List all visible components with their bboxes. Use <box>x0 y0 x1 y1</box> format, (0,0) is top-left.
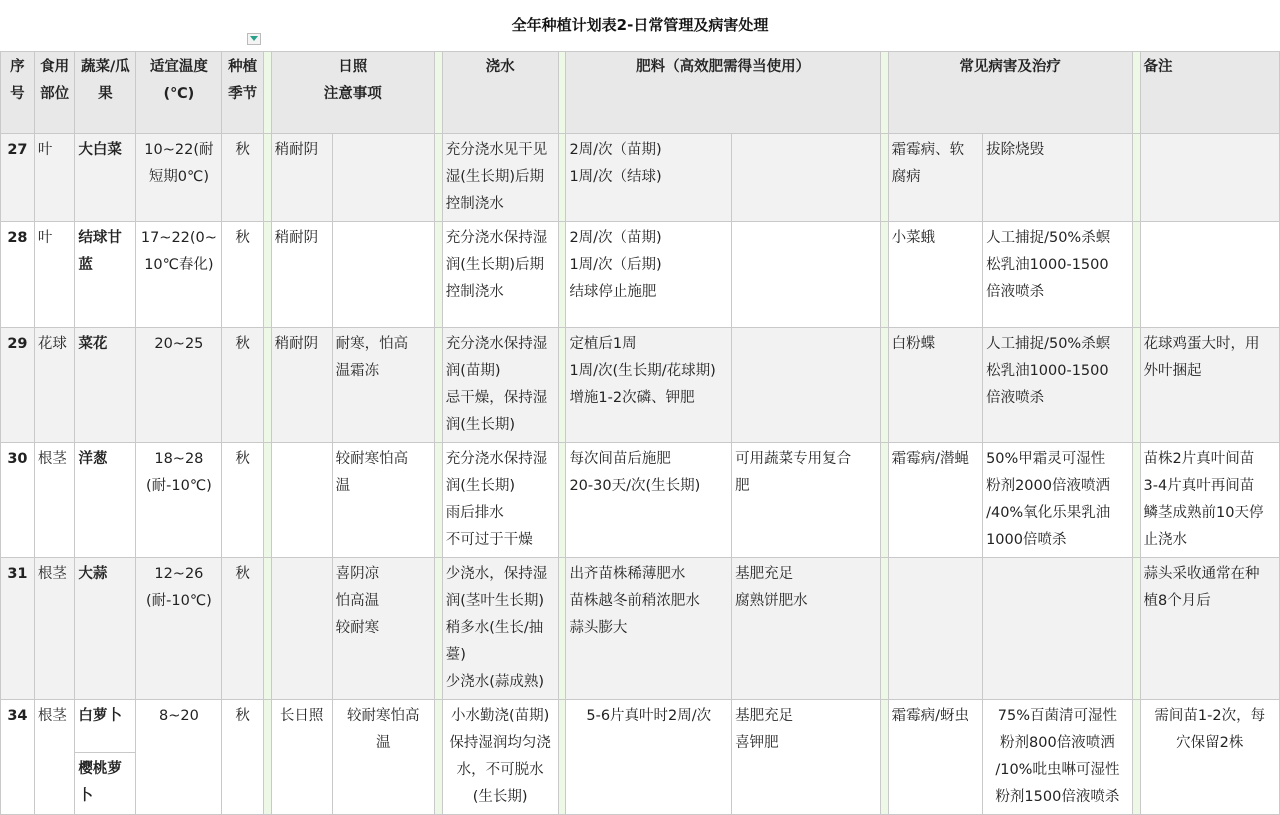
row-water: 少浇水，保持湿 润(茎叶生长期) 稍多水(生长/抽 薹) 少浇水(蒜成熟) <box>442 558 558 700</box>
row-temp: 17~22(0~ 10℃春化) <box>136 222 222 328</box>
row-no: 29 <box>1 328 35 443</box>
row-fertilizer: 定植后1周 1周/次(生长期/花球期) 增施1-2次磷、钾肥 <box>566 328 732 443</box>
row-disease: 小菜蛾 <box>888 222 982 328</box>
row-sun: 稍耐阴 <box>271 222 332 328</box>
row-note: 蒜头采收通常在种 植8个月后 <box>1140 558 1279 700</box>
header-water: 浇水 <box>442 52 558 134</box>
header-note: 备注 <box>1140 52 1279 134</box>
row-fertilizer-extra <box>732 328 881 443</box>
row-no: 31 <box>1 558 35 700</box>
row-name: 大蒜 <box>75 558 136 700</box>
row-note <box>1140 222 1279 328</box>
dropdown-arrow-icon <box>250 36 258 42</box>
row-treatment: 人工捕捉/50%杀螟 松乳油1000-1500 倍液喷杀 <box>983 328 1133 443</box>
row-fertilizer-extra <box>732 134 881 222</box>
row-part: 叶 <box>34 134 75 222</box>
row-sun-note: 较耐寒怕高 温 <box>332 700 434 815</box>
row-no: 34 <box>1 700 35 815</box>
row-no: 30 <box>1 443 35 558</box>
row-temp: 20~25 <box>136 328 222 443</box>
sheet-title: 全年种植计划表2-日常管理及病害处理 <box>511 16 769 34</box>
row-note: 需间苗1-2次，每 穴保留2株 <box>1140 700 1279 815</box>
row-treatment: 75%百菌清可湿性 粉剂800倍液喷洒 /10%吡虫啉可湿性 粉剂1500倍液喷杀 <box>983 700 1133 815</box>
row-sun-note: 喜阴凉 怕高温 较耐寒 <box>332 558 434 700</box>
table-row <box>1 700 1280 753</box>
row-disease: 霜霉病/潜蝇 <box>888 443 982 558</box>
row-fertilizer-extra <box>732 222 881 328</box>
row-part: 叶 <box>34 222 75 328</box>
table-row <box>1 558 1280 700</box>
row-fertilizer-extra: 基肥充足 腐熟饼肥水 <box>732 558 881 700</box>
header-name: 蔬菜/瓜 果 <box>75 52 136 134</box>
header-part: 食用 部位 <box>34 52 75 134</box>
row-sun-note <box>332 222 434 328</box>
row-treatment: 人工捕捉/50%杀螟 松乳油1000-1500 倍液喷杀 <box>983 222 1133 328</box>
header-disease: 常见病害及治疗 <box>888 52 1132 134</box>
row-water: 充分浇水保持湿 润(苗期) 忌干燥，保持湿 润(生长期) <box>442 328 558 443</box>
table-row <box>1 222 1280 328</box>
row-sun <box>271 443 332 558</box>
row-season: 秋 <box>222 134 263 222</box>
row-disease: 霜霉病/蚜虫 <box>888 700 982 815</box>
row-name-variant: 樱桃萝 卜 <box>75 752 136 814</box>
row-name: 菜花 <box>75 328 136 443</box>
row-fertilizer-extra: 可用蔬菜专用复合 肥 <box>732 443 881 558</box>
row-no: 28 <box>1 222 35 328</box>
row-sun-note <box>332 134 434 222</box>
row-treatment <box>983 558 1133 700</box>
row-part: 根茎 <box>34 443 75 558</box>
plan-table <box>0 51 1280 815</box>
row-season: 秋 <box>222 328 263 443</box>
table-row <box>1 443 1280 558</box>
row-note: 花球鸡蛋大时，用 外叶捆起 <box>1140 328 1279 443</box>
row-fertilizer: 每次间苗后施肥 20-30天/次(生长期) <box>566 443 732 558</box>
table-row <box>1 328 1280 443</box>
row-season: 秋 <box>222 443 263 558</box>
row-sun-note: 较耐寒怕高 温 <box>332 443 434 558</box>
header-fertilizer: 肥料（高效肥需得当使用） <box>566 52 880 134</box>
row-name: 洋葱 <box>75 443 136 558</box>
row-water: 充分浇水保持湿 润(生长期) 雨后排水 不可过于干燥 <box>442 443 558 558</box>
header-sun: 日照 注意事项 <box>271 52 434 134</box>
row-sun: 稍耐阴 <box>271 328 332 443</box>
row-name: 大白菜 <box>75 134 136 222</box>
row-water: 充分浇水见干见 湿(生长期)后期 控制浇水 <box>442 134 558 222</box>
row-sun-note: 耐寒，怕高 温霜冻 <box>332 328 434 443</box>
filter-dropdown-button[interactable] <box>247 33 261 45</box>
row-temp: 8~20 <box>136 700 222 815</box>
row-part: 根茎 <box>34 558 75 700</box>
row-sun <box>271 558 332 700</box>
row-treatment: 50%甲霜灵可湿性 粉剂2000倍液喷洒 /40%氧化乐果乳油 1000倍喷杀 <box>983 443 1133 558</box>
row-fertilizer: 2周/次（苗期) 1周/次（结球) <box>566 134 732 222</box>
row-no: 27 <box>1 134 35 222</box>
row-fertilizer: 5-6片真叶时2周/次 <box>566 700 732 815</box>
row-water: 小水勤浇(苗期) 保持湿润均匀浇 水，不可脱水 (生长期) <box>442 700 558 815</box>
row-note: 苗株2片真叶间苗 3-4片真叶再间苗 鳞茎成熟前10天停 止浇水 <box>1140 443 1279 558</box>
row-temp: 10~22(耐 短期0℃) <box>136 134 222 222</box>
header-row <box>1 52 1280 134</box>
row-fertilizer: 2周/次（苗期) 1周/次（后期) 结球停止施肥 <box>566 222 732 328</box>
row-season: 秋 <box>222 558 263 700</box>
row-temp: 12~26 (耐-10℃) <box>136 558 222 700</box>
row-name: 白萝卜 <box>75 700 136 753</box>
row-season: 秋 <box>222 222 263 328</box>
header-season: 种植 季节 <box>222 52 263 134</box>
row-disease: 白粉蝶 <box>888 328 982 443</box>
row-temp: 18~28 (耐-10℃) <box>136 443 222 558</box>
row-disease: 霜霉病、软 腐病 <box>888 134 982 222</box>
row-treatment: 拔除烧毁 <box>983 134 1133 222</box>
row-part: 根茎 <box>34 700 75 815</box>
header-temp: 适宜温度 (℃) <box>136 52 222 134</box>
row-fertilizer: 出齐苗株稀薄肥水 苗株越冬前稍浓肥水 蒜头膨大 <box>566 558 732 700</box>
row-name: 结球甘 蓝 <box>75 222 136 328</box>
row-sun: 稍耐阴 <box>271 134 332 222</box>
row-fertilizer-extra: 基肥充足 喜钾肥 <box>732 700 881 815</box>
row-sun: 长日照 <box>271 700 332 815</box>
row-season: 秋 <box>222 700 263 815</box>
table-row <box>1 134 1280 222</box>
row-water: 充分浇水保持湿 润(生长期)后期 控制浇水 <box>442 222 558 328</box>
row-disease <box>888 558 982 700</box>
header-no: 序 号 <box>1 52 35 134</box>
row-part: 花球 <box>34 328 75 443</box>
row-note <box>1140 134 1279 222</box>
